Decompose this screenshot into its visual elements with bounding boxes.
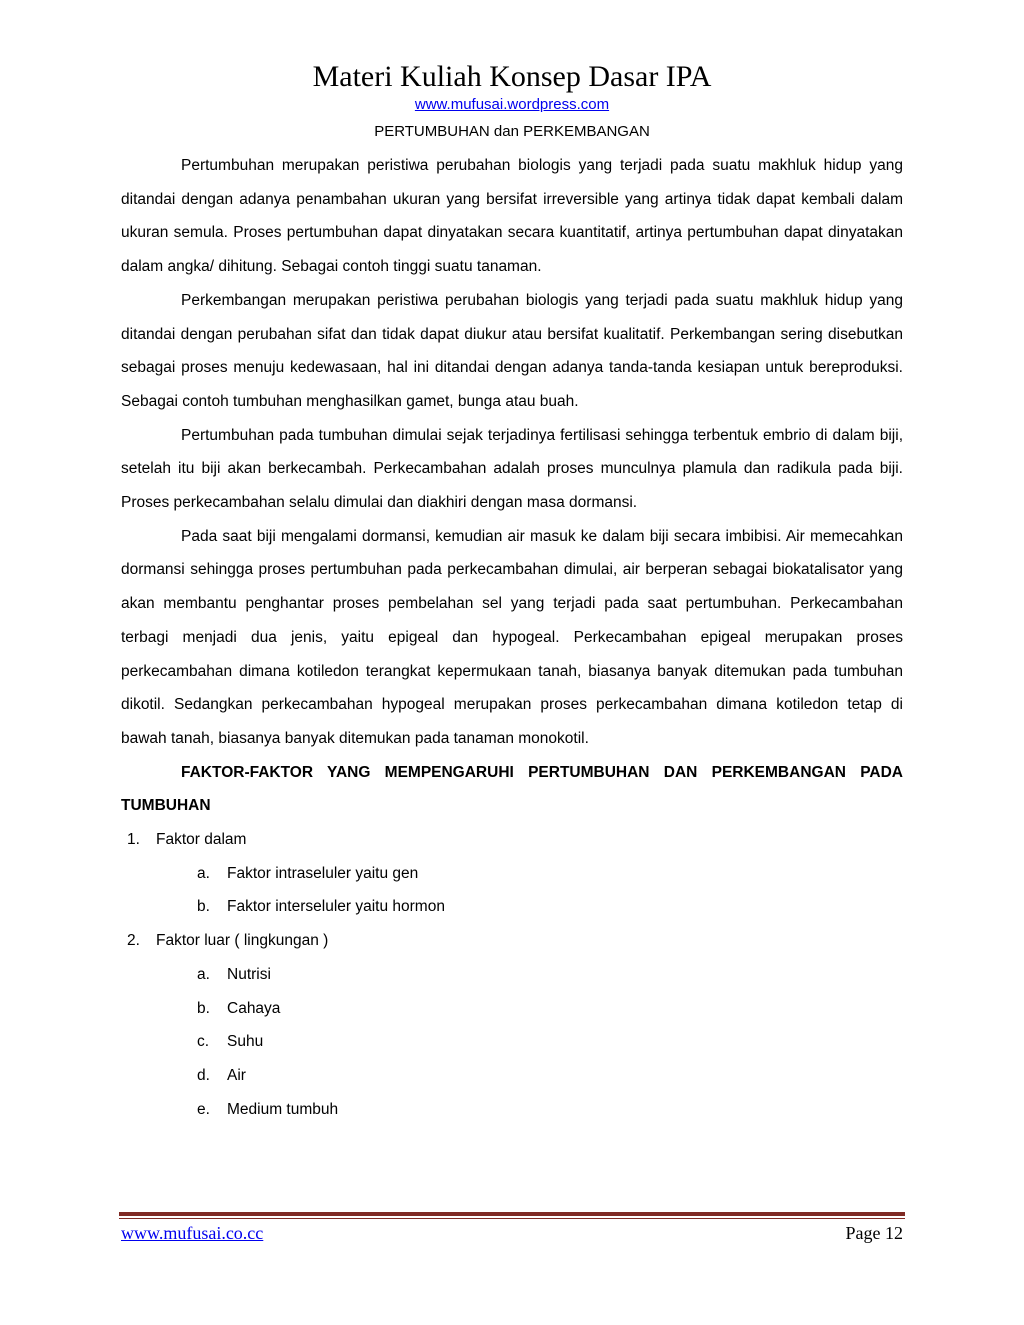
sub-label: Cahaya: [227, 999, 281, 1017]
sub-marker: d.: [197, 1066, 210, 1084]
page-number: Page 12: [845, 1223, 903, 1243]
sub-item: [156, 1093, 903, 1127]
document-title: Materi Kuliah Konsep Dasar IPA: [312, 60, 712, 93]
sub-label: Nutrisi: [227, 965, 271, 983]
sub-item: [156, 958, 903, 992]
factor-label: Faktor dalam: [156, 831, 247, 849]
factor-item-luar: [121, 924, 903, 1126]
sub-label: Air: [227, 1066, 246, 1084]
paragraph-dormansi: Pada saat biji mengalami dormansi, kemudian air masuk ke dalam biji secara imbibisi. Air memecahkan dormansi sehingga proses pertumbuhan pada perkecambahan dimulai, air berperan sebagai biokatalisator yang akan membantu penghantar proses pembelahan sel yang terjadi pada saat pertumbuhan. Perkecambahan terbagi menjadi dua jenis, yaitu epigeal dan hypogeal. Perkecambahan epigeal merupakan proses perkecambahan dimana kotiledon terangkat kepermukaan tanah, biasanya banyak ditemukan pada tumbuhan dikotil. Sedangkan perkecambahan hypogeal merupakan proses perkecambahan dimana kotiledon tetap di bawah tanah, biasanya banyak ditemukan pada tanaman monokotil.: [121, 527, 903, 747]
paragraph-perkembangan: Perkembangan merupakan peristiwa perubahan biologis yang terjadi pada suatu makhluk hidup yang ditandai dengan perubahan sifat dan tidak dapat diukur atau bersifat kualitatif. Perkembangan sering disebutkan sebagai proses menuju kedewasaan, hal ini ditandai dengan adanya tanda-tanda kesiapan untuk bereproduksi. Sebagai contoh tumbuhan menghasilkan gamet, bunga atau buah.: [121, 291, 903, 410]
sub-marker: a.: [197, 864, 210, 882]
sub-label: Suhu: [227, 1033, 264, 1051]
sub-item: [156, 890, 903, 924]
footer-rule-thin: [119, 1218, 905, 1219]
factor-sublist: [156, 958, 903, 1127]
sub-marker: e.: [197, 1100, 210, 1118]
factor-list: [121, 823, 903, 1126]
sub-label: Faktor interseluler yaitu hormon: [227, 898, 445, 916]
footer-site-link[interactable]: www.mufusai.co.cc: [121, 1223, 264, 1243]
sub-marker: b.: [197, 999, 210, 1017]
sub-label: Faktor intraseluler yaitu gen: [227, 864, 419, 882]
list-marker: 1.: [127, 831, 140, 849]
sub-item: [156, 1025, 903, 1059]
sub-label: Medium tumbuh: [227, 1100, 339, 1118]
sub-marker: a.: [197, 965, 210, 983]
sub-item: [156, 1059, 903, 1093]
header-site-link[interactable]: www.mufusai.wordpress.com: [414, 96, 610, 113]
factor-label: Faktor luar ( lingkungan ): [156, 932, 329, 950]
sub-item: [156, 992, 903, 1026]
document-subtitle: PERTUMBUHAN dan PERKEMBANGAN: [374, 123, 650, 140]
footer-rule: [119, 1212, 905, 1216]
factor-item-dalam: [121, 823, 903, 924]
sub-marker: b.: [197, 898, 210, 916]
factor-sublist: [156, 857, 903, 924]
sub-item: [156, 857, 903, 891]
list-marker: 2.: [127, 932, 140, 950]
paragraph-pertumbuhan: Pertumbuhan merupakan peristiwa perubahan biologis yang terjadi pada suatu makhluk hidup yang ditandai dengan adanya penambahan ukuran yang bersifat irreversible yang artinya tidak dapat kembali dalam ukuran semula. Proses pertumbuhan dapat dinyatakan secara kuantitatif, artinya pertumbuhan dapat dinyatakan dalam angka/ dihitung. Sebagai contoh tinggi suatu tanaman.: [121, 157, 903, 276]
paragraph-pertumbuhan-tumbuhan: Pertumbuhan pada tumbuhan dimulai sejak terjadinya fertilisasi sehingga terbentuk embrio di dalam biji, setelah itu biji akan berkecambah. Perkecambahan adalah proses munculnya plamula dan radikula pada biji. Proses perkecambahan selalu dimulai dan diakhiri dengan masa dormansi.: [121, 426, 903, 512]
section-heading: FAKTOR-FAKTOR YANG MEMPENGARUHI PERTUMBUHAN DAN PERKEMBANGAN PADA TUMBUHAN: [121, 763, 903, 815]
document-body: [121, 149, 903, 1126]
sub-marker: c.: [197, 1033, 210, 1051]
